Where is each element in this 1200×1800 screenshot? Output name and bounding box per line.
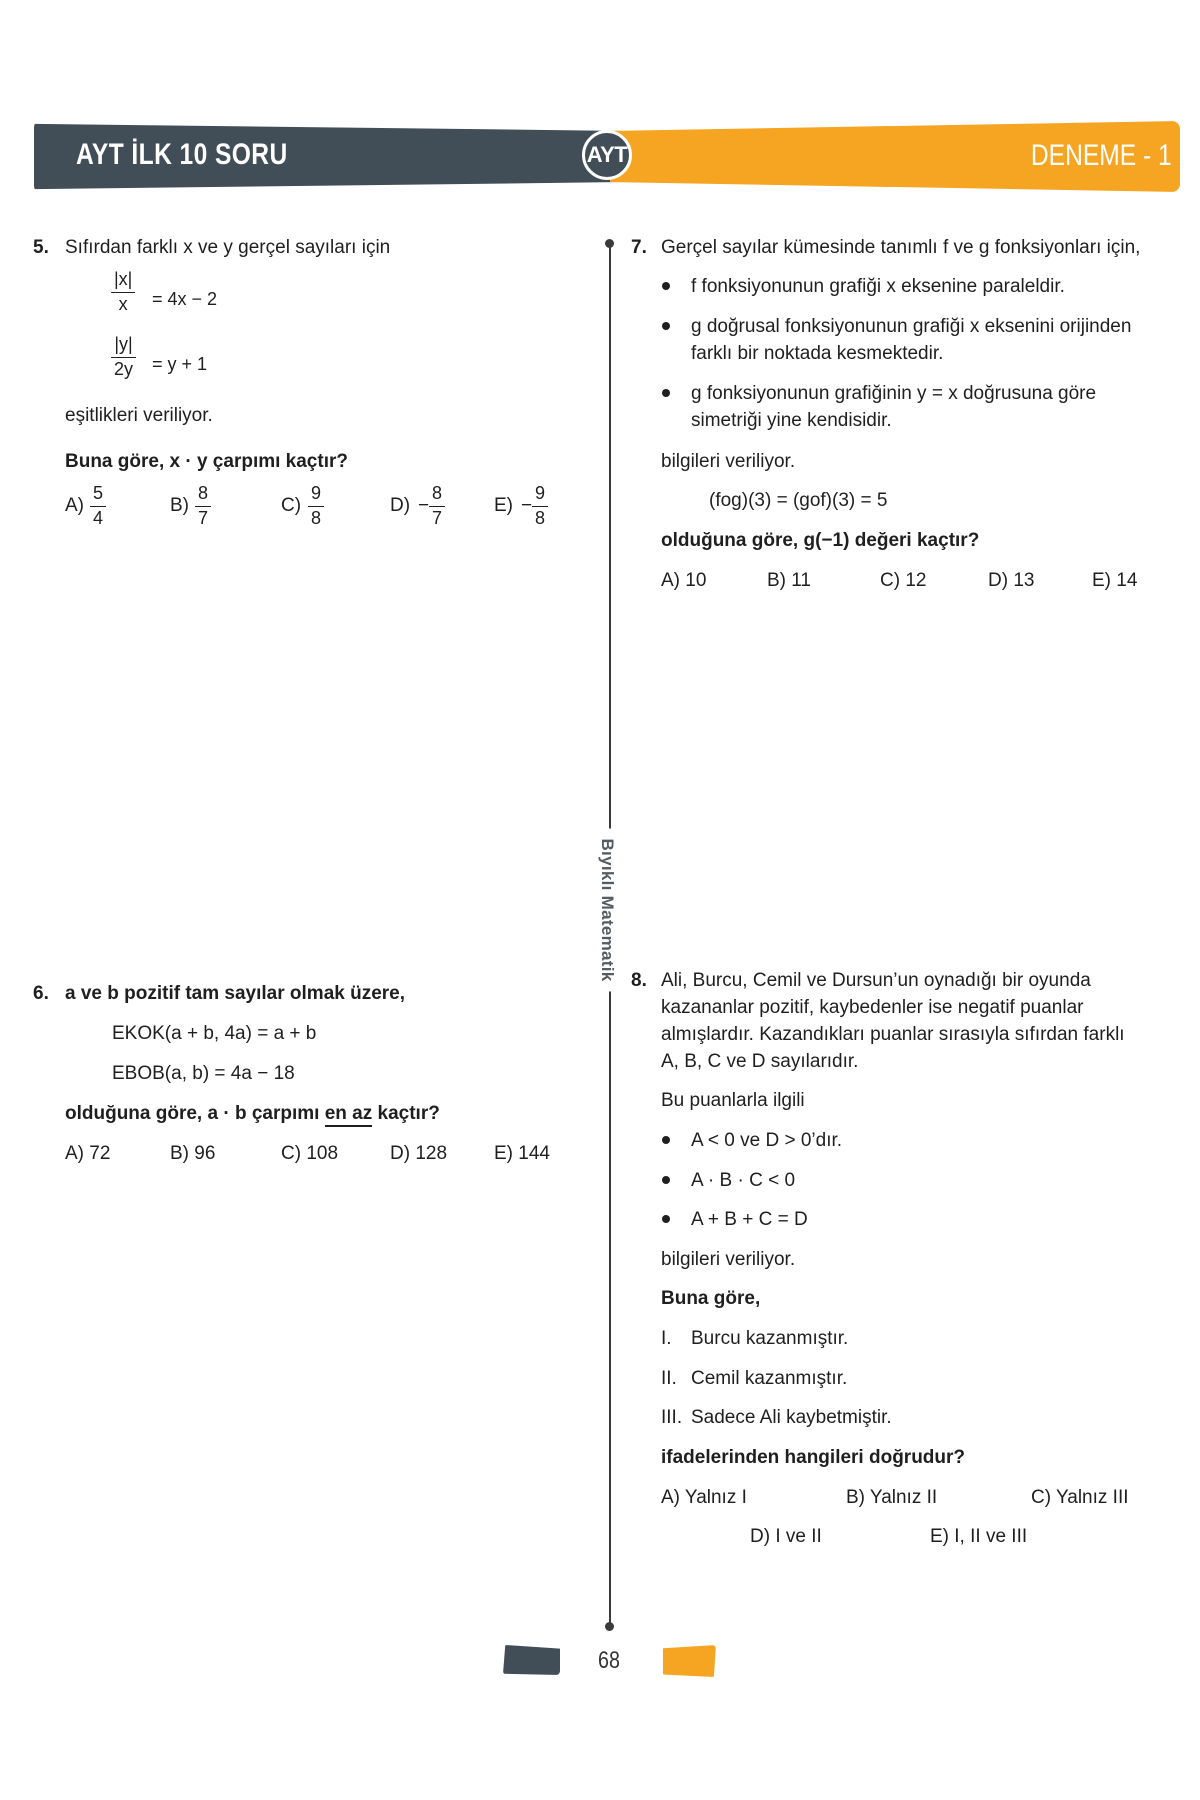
divider-bottom-dot: [605, 1622, 614, 1631]
bullet-1: f fonksiyonunun grafiği x eksenine paraleldir.: [691, 276, 1065, 297]
option-e-label[interactable]: E): [494, 495, 513, 516]
option-d-value[interactable]: [429, 484, 445, 528]
composition-equation: (fog)(3) = (gof)(3) = 5: [709, 490, 888, 511]
bullet-dot: [662, 1136, 670, 1144]
bullet-dot: [662, 282, 670, 290]
bullet-dot: [662, 1215, 670, 1223]
bullet-2: A · B · C < 0: [691, 1170, 796, 1191]
question-intro: Gerçel sayılar kümesinde tanımlı f ve g fonksiyonları için,: [661, 237, 1141, 258]
fraction-denominator: 8: [535, 507, 546, 528]
statement-3-text: Sadece Ali kaybetmiştir.: [691, 1407, 892, 1428]
option-c-value[interactable]: [308, 484, 324, 528]
option-a[interactable]: A) Yalnız I: [661, 1487, 747, 1508]
statement-2-text: Cemil kazanmıştır.: [691, 1368, 848, 1389]
stem-line-4: A, B, C ve D sayılarıdır.: [661, 1051, 859, 1072]
option-a[interactable]: A) 10: [661, 570, 707, 591]
question-text-underlined: en az: [325, 1103, 373, 1127]
option-e-sign: −: [521, 495, 533, 516]
equation-2-rhs: = y + 1: [152, 354, 208, 374]
stem-line-3: almışlardır. Kazandıkları puanlar sırasıyla sıfırdan farklı: [661, 1024, 1125, 1045]
fraction-numerator: 9: [311, 483, 322, 503]
option-a-label[interactable]: A): [65, 495, 84, 516]
equation-ekok: EKOK(a + b, 4a) = a + b: [112, 1023, 317, 1044]
option-c[interactable]: C) Yalnız III: [1031, 1487, 1129, 1508]
statement-1-text: Burcu kazanmıştır.: [691, 1328, 849, 1349]
fraction-denominator: 7: [198, 507, 209, 528]
question-text: Buna göre, x · y çarpımı kaçtır?: [65, 451, 348, 472]
option-b[interactable]: B) 11: [767, 570, 812, 591]
option-b-value[interactable]: [195, 484, 211, 528]
question-text: olduğuna göre, g(−1) değeri kaçtır?: [661, 530, 980, 551]
question-number: 6.: [33, 983, 49, 1004]
fraction-bar: [429, 506, 445, 507]
option-b[interactable]: B) Yalnız II: [846, 1487, 938, 1508]
lead-text: Buna göre,: [661, 1288, 761, 1309]
page-number: 68: [598, 1647, 620, 1674]
header-exam-label: DENEME - 1: [1031, 139, 1172, 172]
option-d[interactable]: D) I ve II: [750, 1526, 822, 1547]
option-a[interactable]: A) 72: [65, 1143, 111, 1164]
fraction-numerator: 8: [198, 483, 209, 503]
fraction-denominator: 8: [311, 507, 322, 528]
fraction-denominator: 7: [432, 507, 443, 528]
statement-2-roman: II.: [661, 1368, 677, 1389]
bullet-2-line-2: farklı bir noktada kesmektedir.: [691, 343, 944, 364]
footer-tab-right: [663, 1645, 716, 1677]
question-text: [65, 1103, 440, 1126]
equation-2-fraction: [111, 335, 136, 379]
bullet-3-line-2: simetriği yine kendisidir.: [691, 410, 892, 431]
given-text: bilgileri veriliyor.: [661, 1249, 796, 1270]
question-number: 7.: [631, 237, 647, 258]
fraction-denominator: 2y: [114, 358, 134, 379]
option-a-value[interactable]: [90, 484, 106, 528]
option-e-value[interactable]: [532, 484, 548, 528]
given-text: bilgileri veriliyor.: [661, 451, 796, 472]
fraction-numerator: 5: [93, 483, 104, 503]
header-title: AYT İLK 10 SORU: [76, 138, 288, 171]
fraction-bar: [532, 506, 548, 507]
question-text-post: kaçtır?: [372, 1103, 440, 1124]
bullet-2-line-1: g doğrusal fonksiyonunun grafiği x eksenini orijinden: [691, 316, 1132, 337]
header-badge: AYT: [582, 130, 632, 180]
fraction-denominator: 4: [93, 507, 104, 528]
question-intro: Sıfırdan farklı x ve y gerçel sayıları için: [65, 237, 391, 258]
option-c-label[interactable]: C): [281, 495, 302, 516]
fraction-numerator: 8: [432, 483, 443, 503]
fraction-bar: [195, 506, 211, 507]
intro-2: Bu puanlarla ilgili: [661, 1090, 805, 1111]
equation-1-rhs: = 4x − 2: [152, 289, 218, 309]
question-number: 8.: [631, 970, 647, 991]
equation-1-fraction: [111, 270, 135, 314]
bullet-3-line-1: g fonksiyonunun grafiğinin y = x doğrusuna göre: [691, 383, 1097, 404]
option-e[interactable]: E) 14: [1092, 570, 1138, 591]
given-text: eşitlikleri veriliyor.: [65, 405, 213, 426]
option-b-label[interactable]: B): [170, 495, 189, 516]
option-c[interactable]: C) 12: [880, 570, 927, 591]
footer-tab-left: [503, 1645, 560, 1675]
option-d-sign: −: [418, 495, 430, 516]
stem-line-1: Ali, Burcu, Cemil ve Dursun’un oynadığı bir oyunda: [661, 970, 1091, 991]
option-d-label[interactable]: D): [390, 495, 411, 516]
option-e[interactable]: E) 144: [494, 1143, 550, 1164]
question-number: 5.: [33, 237, 49, 258]
bullet-dot: [662, 322, 670, 330]
fraction-bar: [111, 292, 135, 293]
fraction-numerator: |x|: [114, 269, 133, 289]
statement-3-roman: III.: [661, 1407, 683, 1428]
fraction-bar: [111, 357, 136, 358]
fraction-bar: [308, 506, 324, 507]
bullet-3: A + B + C = D: [691, 1209, 808, 1230]
option-c[interactable]: C) 108: [281, 1143, 339, 1164]
question-intro: a ve b pozitif tam sayılar olmak üzere,: [65, 983, 406, 1004]
option-e[interactable]: E) I, II ve III: [930, 1526, 1028, 1547]
question-text: ifadelerinden hangileri doğrudur?: [661, 1447, 966, 1468]
bullet-1: A < 0 ve D > 0’dır.: [691, 1130, 843, 1151]
fraction-numerator: 9: [535, 483, 546, 503]
bullet-dot: [662, 389, 670, 397]
option-b[interactable]: B) 96: [170, 1143, 216, 1164]
bullet-dot: [662, 1176, 670, 1184]
stem-line-2: kazananlar pozitif, kaybedenler ise negatif puanlar: [661, 997, 1084, 1018]
option-d[interactable]: D) 13: [988, 570, 1035, 591]
option-d[interactable]: D) 128: [390, 1143, 448, 1164]
fraction-bar: [90, 506, 106, 507]
side-label: Bıyıklı Matematik: [597, 828, 617, 991]
equation-ebob: EBOB(a, b) = 4a − 18: [112, 1063, 295, 1084]
fraction-numerator: |y|: [114, 334, 133, 354]
statement-1-roman: I.: [661, 1328, 672, 1349]
fraction-denominator: x: [118, 293, 128, 314]
divider-top-dot: [605, 239, 614, 248]
question-text-pre: olduğuna göre, a · b çarpımı: [65, 1103, 325, 1124]
